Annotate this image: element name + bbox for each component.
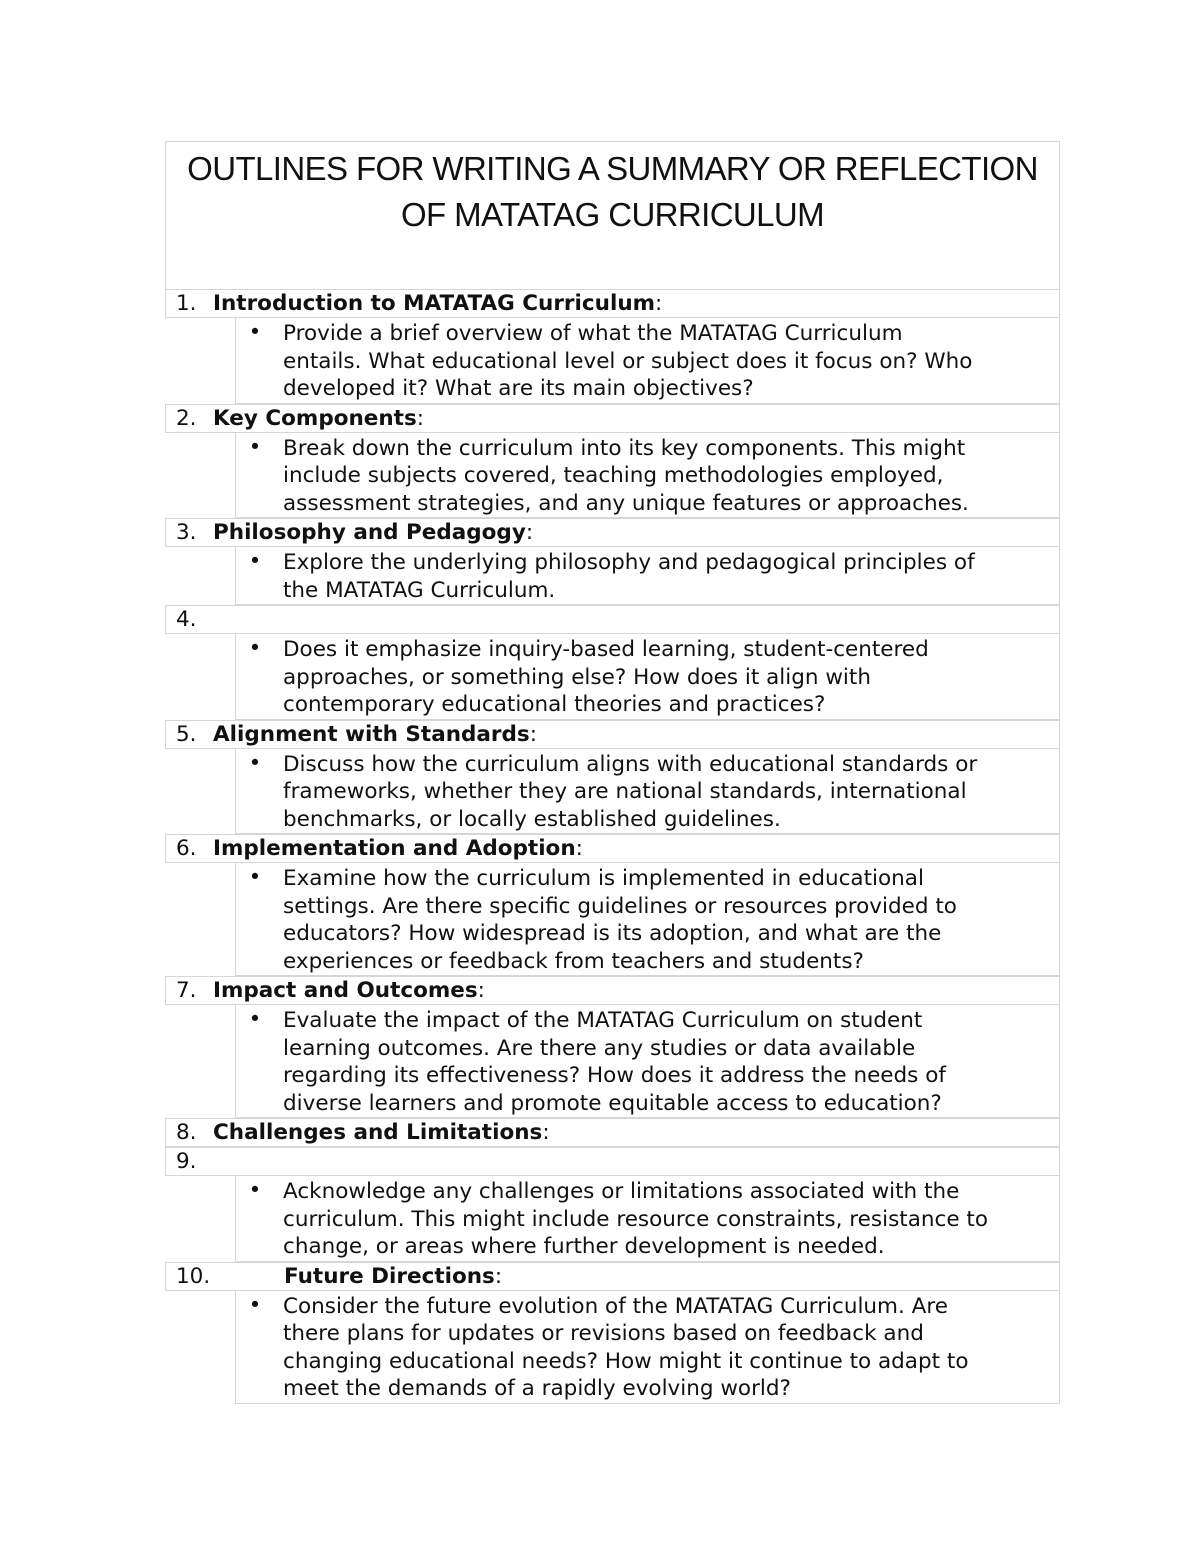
bullet-icon: • — [248, 434, 262, 460]
outline-list — [165, 289, 1060, 1404]
outline-number: 5. — [176, 721, 197, 747]
outline-number: 8. — [176, 1120, 197, 1145]
outline-bullet-text: Acknowledge any challenges or limitations associated with the curriculum. This might include resource constraints, resistance to change, or areas where further development is needed. — [283, 1179, 988, 1259]
outline-heading-colon: : — [494, 1263, 503, 1289]
outline-bullet-text: Examine how the curriculum is implemented in educational settings. Are there specific guidelines or resources provided to educators? How widespread is its adoption, and what are the experiences or feedback from teachers and students? — [283, 866, 957, 974]
outline-number: 4. — [176, 607, 197, 632]
bullet-icon: • — [248, 320, 262, 345]
bullet-icon: • — [248, 636, 262, 661]
outline-heading-label: Implementation and Adoption — [213, 836, 576, 861]
outline-heading — [213, 835, 583, 862]
outline-heading-colon: : — [529, 721, 537, 747]
outline-bullet-row — [235, 1005, 1060, 1118]
outline-heading-colon: : — [542, 1120, 550, 1145]
outline-bullet-text: Does it emphasize inquiry-based learning, student-centered approaches, or something else? How does it align with contemporary educational theories and practices? — [283, 637, 929, 717]
outline-heading-colon: : — [477, 978, 485, 1003]
outline-bullet-text: Provide a brief overview of what the MATATAG Curriculum entails. What educational level or subject does it focus on? Who developed it? What are its main objectives? — [283, 321, 973, 401]
outline-bullet-row — [235, 1176, 1060, 1262]
outline-bullet-row — [235, 547, 1060, 605]
outline-heading-row — [165, 518, 1060, 547]
outline-heading-row — [165, 289, 1060, 318]
outline-number: 2. — [176, 405, 197, 431]
outline-bullet-text: Discuss how the curriculum aligns with educational standards or frameworks, whether they are national standards, international benchmarks, or locally established guidelines. — [283, 751, 978, 832]
outline-heading-label: Alignment with Standards — [213, 721, 530, 747]
outline-heading — [213, 721, 537, 748]
outline-heading-label: Future Directions — [284, 1263, 495, 1289]
outline-bullet-text: Explore the underlying philosophy and pedagogical principles of the MATATAG Curriculum. — [283, 550, 975, 603]
bullet-icon: • — [248, 865, 262, 890]
outline-number: 10. — [176, 1263, 211, 1289]
outline-heading-row — [165, 1262, 1060, 1291]
outline-bullet-row — [235, 318, 1060, 404]
outline-number: 3. — [176, 520, 197, 545]
outline-bullet-row — [235, 1291, 1060, 1404]
outline-heading — [284, 1263, 502, 1290]
outline-heading-label: Philosophy and Pedagogy — [213, 520, 526, 545]
outline-heading-label: Key Components — [213, 405, 417, 431]
outline-bullet-row — [235, 749, 1060, 835]
outline-number: 7. — [176, 978, 197, 1003]
outline-number: 6. — [176, 836, 197, 861]
outline-heading-label: Challenges and Limitations — [213, 1120, 543, 1145]
outline-heading-colon: : — [416, 405, 424, 431]
outline-heading — [213, 405, 424, 432]
bullet-icon: • — [248, 750, 262, 776]
outline-heading-row — [165, 1147, 1060, 1176]
outline-heading-row — [165, 1118, 1060, 1147]
bullet-icon: • — [248, 1178, 262, 1203]
outline-bullet-row — [235, 433, 1060, 519]
outline-heading — [213, 519, 533, 546]
document-title-line-1: OUTLINES FOR WRITING A SUMMARY OR REFLECTION — [187, 150, 1038, 187]
outline-bullet-text: Break down the curriculum into its key components. This might include subjects covered, teaching methodologies employed, assessment strategies, and any unique features or approaches. — [283, 435, 969, 516]
bullet-icon: • — [248, 549, 262, 574]
outline-heading-label: Introduction to MATATAG Curriculum — [213, 291, 656, 316]
bullet-icon: • — [248, 1007, 262, 1032]
outline-heading-row — [165, 720, 1060, 749]
outline-bullet-row — [235, 634, 1060, 720]
outline-heading-colon: : — [575, 836, 583, 861]
outline-bullet-row — [235, 863, 1060, 976]
outline-heading-row — [165, 976, 1060, 1005]
bullet-icon: • — [248, 1292, 262, 1318]
outline-heading — [213, 977, 485, 1004]
outline-heading-row — [165, 605, 1060, 634]
outline-bullet-text: Consider the future evolution of the MATATAG Curriculum. Are there plans for updates or revisions based on feedback and changing educational needs? How might it continue to adapt to meet the demands of a rapidly evolving world? — [283, 1293, 969, 1401]
outline-heading-colon: : — [655, 291, 663, 316]
outline-heading-label: Impact and Outcomes — [213, 978, 478, 1003]
outline-number: 9. — [176, 1149, 197, 1174]
outline-heading-row — [165, 404, 1060, 433]
document-page — [165, 141, 1060, 1404]
title-block — [165, 141, 1060, 289]
outline-heading-colon: : — [525, 520, 534, 545]
outline-number: 1. — [176, 291, 197, 316]
outline-heading — [213, 1119, 550, 1146]
document-title-line-2: OF MATATAG CURRICULUM — [400, 196, 825, 233]
outline-heading — [213, 290, 662, 317]
outline-bullet-text: Evaluate the impact of the MATATAG Curriculum on student learning outcomes. Are there any studies or data available regarding its effectiveness? How does it address the needs of diverse learners and promote equitable access to education? — [283, 1008, 946, 1116]
outline-heading-row — [165, 834, 1060, 863]
